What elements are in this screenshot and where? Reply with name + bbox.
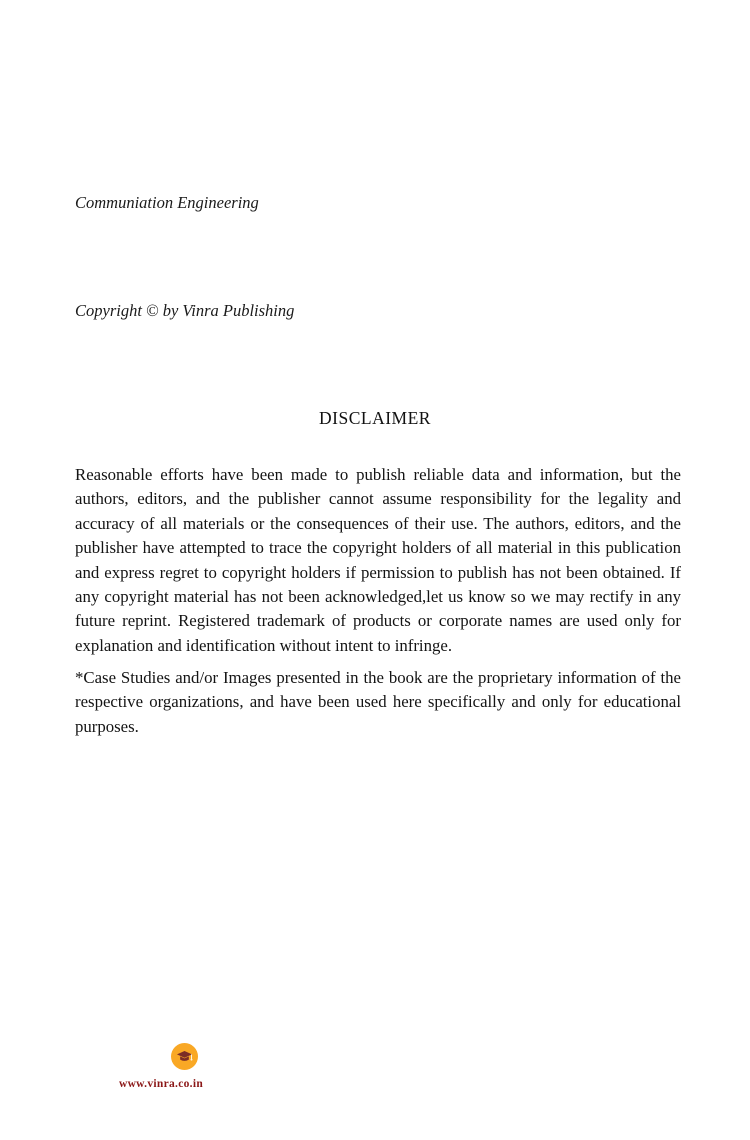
disclaimer-heading: DISCLAIMER [319,408,431,428]
graduation-cap-icon [171,1043,198,1070]
book-title: Communiation Engineering [75,193,259,212]
publisher-website: www.vinra.co.in [118,1078,204,1090]
disclaimer-paragraph: Reasonable efforts have been made to publish reliable data and information, but the authors, editors, and the publisher cannot assume responsibility for the legality and accuracy of all materials or the consequences of their use. The authors, editors, and the publisher have attempted to trace the copyright holders of all material in this publication and express regret to copyright holders if permission to publish has not been obtained. If any copyright material has not been acknowledged,let us know so we may rectify in any future reprint. Registered trademark of products or corporate names are used only for explanation and identification without intent to infringe. [75,465,681,655]
case-studies-paragraph: *Case Studies and/or Images presented in the book are the proprietary information of the respective organizations, and have been used here specifically and only for educational purposes. [75,668,681,736]
copyright-line: Copyright © by Vinra Publishing [75,301,295,320]
